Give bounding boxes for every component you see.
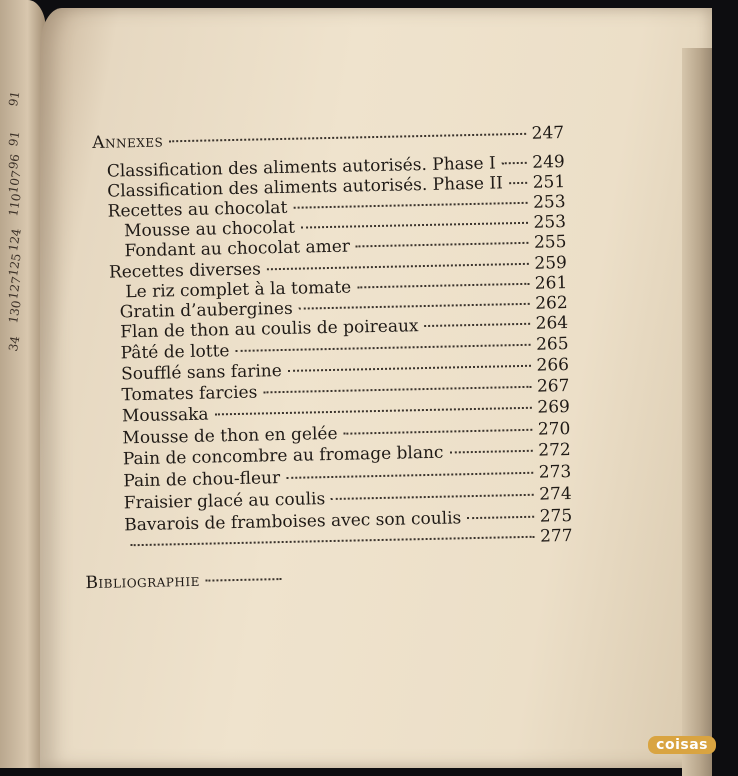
toc-row-bibliographie — [85, 569, 285, 593]
toc-page-number: 264 — [535, 313, 569, 334]
toc-page-number: 253 — [533, 212, 567, 233]
toc-page-number: 265 — [535, 334, 569, 355]
toc-title: Recettes au chocolat — [107, 197, 288, 222]
toc-page-number: 274 — [539, 483, 572, 505]
dot-leader — [267, 263, 529, 270]
edge-number: 91 — [6, 89, 23, 108]
toc-title: Fondant au chocolat amer — [124, 236, 351, 262]
toc-title: Tomates farcies — [121, 382, 258, 406]
dot-leader — [263, 386, 531, 394]
toc-title: Bibliographie — [85, 570, 201, 594]
toc-page-number: 270 — [537, 418, 571, 440]
toc-row-annexes — [92, 123, 564, 153]
toc-page-number: 262 — [535, 293, 568, 314]
toc-page-number: 272 — [538, 439, 571, 461]
toc-page-number: 273 — [538, 461, 572, 483]
dot-leader — [169, 133, 526, 142]
toc-title: Moussaka — [121, 404, 209, 427]
edge-number: 130 — [6, 299, 24, 325]
dot-leader — [425, 323, 531, 327]
dot-leader — [235, 344, 530, 352]
dot-leader — [301, 222, 528, 229]
toc-page-number: 249 — [532, 152, 565, 173]
toc-page-number: 275 — [539, 505, 573, 527]
toc-page-number: 277 — [539, 525, 573, 547]
toc-page-number: 251 — [532, 172, 566, 193]
toc-page-number: 267 — [536, 376, 570, 397]
toc-title: Pain de chou-fleur — [123, 468, 281, 492]
dot-leader — [467, 516, 534, 519]
toc-title: Bavarois de framboises avec son coulis — [124, 508, 462, 536]
toc-page-number: 253 — [532, 192, 566, 213]
toc-title: Flan de thon au coulis de poireaux — [120, 316, 419, 343]
dot-leader — [215, 407, 532, 416]
toc-title: Pâté de lotte — [120, 341, 230, 364]
edge-number: 96 — [6, 152, 23, 171]
watermark-logo: coisas — [648, 736, 716, 754]
toc-page-number: 269 — [537, 396, 571, 418]
toc-page-number: 259 — [534, 253, 568, 274]
toc-title: Pain de concombre au fromage blanc — [122, 442, 444, 470]
toc-title: Annexes — [92, 131, 164, 153]
dot-leader — [131, 536, 535, 546]
dot-leader — [344, 429, 533, 435]
dot-leader — [206, 578, 282, 582]
edge-number: 124 — [6, 227, 24, 253]
edge-number: 91 — [6, 129, 23, 148]
edge-number: 34 — [6, 334, 23, 353]
toc-title: Soufflé sans farine — [120, 361, 283, 385]
toc-page-number: 261 — [534, 273, 568, 294]
dot-leader — [449, 450, 532, 454]
toc-title: Fraisier glacé au coulis — [123, 489, 326, 514]
edge-number: 110 — [6, 192, 24, 218]
toc-page-number: 255 — [533, 232, 567, 253]
toc-title: Recettes diverses — [108, 259, 262, 283]
dot-leader — [502, 162, 527, 165]
dot-leader — [509, 182, 527, 184]
toc-title: Classification des aliments autorisés. Phase I — [106, 153, 496, 182]
toc-title: Classification des aliments autorisés. Phase II — [107, 173, 504, 202]
dot-leader — [356, 242, 529, 248]
edge-number: 125 — [6, 252, 24, 278]
edge-number: 127 — [6, 275, 24, 301]
toc-page-number: 247 — [531, 123, 565, 144]
toc-page-number: 266 — [536, 355, 570, 376]
dot-leader — [288, 365, 531, 372]
edge-number: 107 — [6, 169, 24, 195]
dot-leader — [331, 494, 534, 500]
toc-title: Mousse de thon en gelée — [122, 423, 338, 449]
toc-title: Le riz complet à la tomate — [125, 277, 352, 303]
dot-leader — [299, 303, 530, 310]
dot-leader — [293, 202, 527, 209]
toc-title: Mousse au chocolat — [123, 217, 296, 242]
dot-leader — [357, 283, 529, 289]
dot-leader — [286, 472, 533, 479]
toc-title: Gratin d’aubergines — [119, 298, 293, 323]
